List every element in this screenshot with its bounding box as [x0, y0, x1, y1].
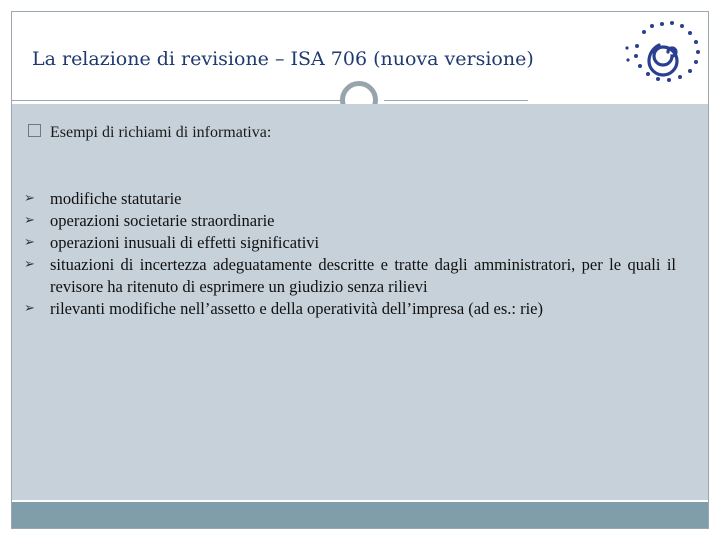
spiral-logo-icon	[622, 16, 706, 88]
content-panel	[12, 104, 708, 500]
list-item-text: operazioni inusuali di effetti significativi	[50, 233, 320, 252]
list-item	[24, 298, 676, 320]
list-item	[24, 210, 676, 232]
footer-bar	[12, 502, 708, 528]
arrowhead-icon: ➢	[24, 191, 35, 206]
intro-line	[28, 124, 271, 142]
list-item-text: rilevanti modifiche nell’assetto e della operatività dell’impresa (ad es.: rie)	[50, 299, 543, 318]
arrowhead-icon: ➢	[24, 301, 35, 316]
list-item	[24, 188, 676, 210]
slide-frame	[11, 11, 709, 529]
slide-title: La relazione di revisione – ISA 706 (nuova versione)	[32, 48, 534, 70]
list-item	[24, 254, 676, 298]
arrowhead-icon: ➢	[24, 235, 35, 250]
bullet-list	[24, 188, 676, 320]
list-item-text: operazioni societarie straordinarie	[50, 211, 275, 230]
arrowhead-icon: ➢	[24, 257, 35, 272]
checkbox-square-icon	[28, 124, 41, 137]
arrowhead-icon: ➢	[24, 213, 35, 228]
list-item-text: modifiche statutarie	[50, 189, 182, 208]
list-item	[24, 232, 676, 254]
intro-text: Esempi di richiami di informativa:	[50, 124, 272, 141]
list-item-text: situazioni di incertezza adeguatamente descritte e tratte dagli amministratori, per le quali il revisore ha ritenuto di esprimere un giudizio senza rilievi	[50, 255, 676, 296]
title-divider-right	[384, 100, 528, 101]
title-divider-left	[12, 100, 340, 101]
